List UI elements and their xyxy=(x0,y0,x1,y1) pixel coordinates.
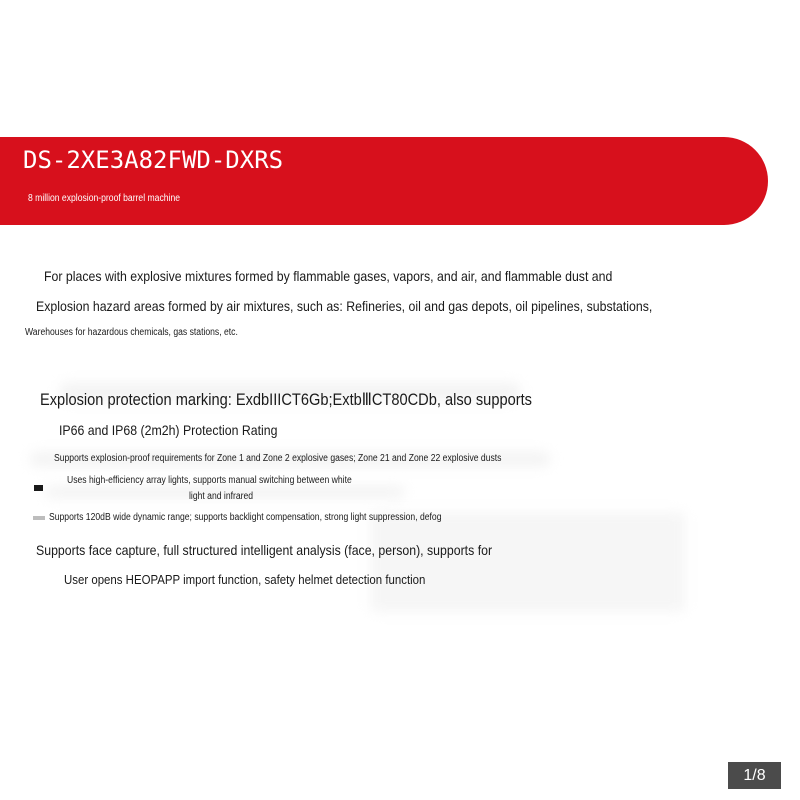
explosion-marking-line: Explosion protection marking: ExdbIIICT6Gb;ExtbⅢCT80CDb, also supports xyxy=(40,390,532,409)
bullet-mark xyxy=(33,516,45,520)
protection-rating-line: IP66 and IP68 (2m2h) Protection Rating xyxy=(59,422,278,438)
model-number: DS-2XE3A82FWD-DXRS xyxy=(23,146,284,174)
description-line: Warehouses for hazardous chemicals, gas stations, etc. xyxy=(25,327,238,338)
feature-line-continued: light and infrared xyxy=(189,491,254,502)
description-line: Explosion hazard areas formed by air mixtures, such as: Refineries, oil and gas depots, oil pipelines, substations, xyxy=(36,298,653,314)
feature-line: Uses high-efficiency array lights, supports manual switching between white xyxy=(67,475,352,486)
product-subtitle: 8 million explosion-proof barrel machine xyxy=(28,193,181,204)
page-indicator[interactable]: 1/8 xyxy=(728,762,781,789)
feature-line: Supports face capture, full structured intelligent analysis (face, person), supports for xyxy=(36,542,493,558)
background-smudge xyxy=(370,512,685,612)
bullet-mark xyxy=(34,485,43,491)
feature-line: Supports 120dB wide dynamic range; supports backlight compensation, strong light suppression, defog xyxy=(49,512,442,523)
feature-line: Supports explosion-proof requirements for Zone 1 and Zone 2 explosive gases; Zone 21 and Zone 22 explosive dusts xyxy=(54,453,502,464)
feature-line: User opens HEOPAPP import function, safety helmet detection function xyxy=(64,572,426,587)
description-line: For places with explosive mixtures formed by flammable gases, vapors, and air, and flammable dust and xyxy=(44,268,613,284)
